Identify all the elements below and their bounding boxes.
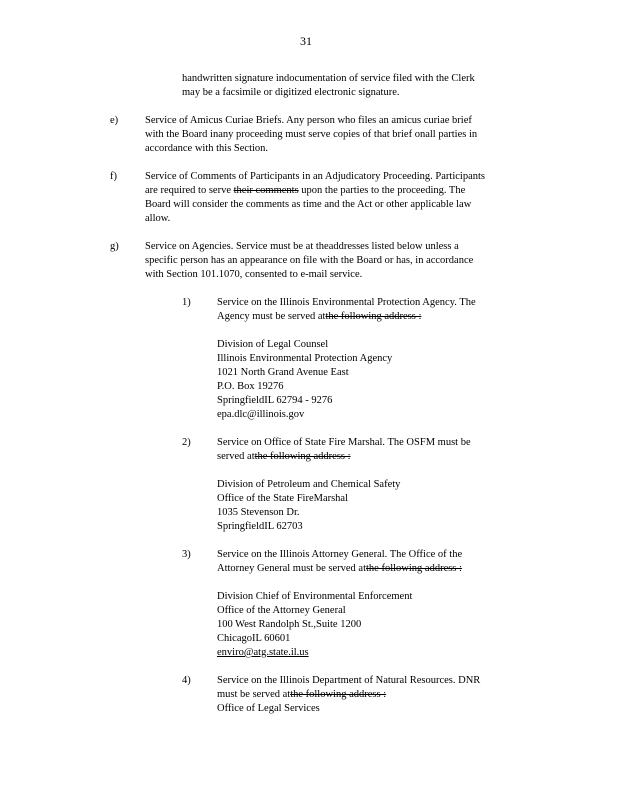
sub-3-email-link[interactable]: enviro@atg.state.il.us [217,647,309,658]
intro-line-2: may be a facsimile or digitized electronic signature. [182,87,400,98]
sub-2-address-3: 1035 Stevenson Dr. [217,507,300,518]
sub-4-address-1: Office of Legal Services [217,703,320,714]
sub-1-address-3: 1021 North Grand Avenue East [217,367,349,378]
sub-1-email: epa.dlc@illinois.gov [217,409,305,420]
item-g-line-3: with Section 101.1070, consented to e-mail service. [145,269,363,280]
sub-3-label: 3) [182,549,191,560]
intro-line-1: handwritten signature indocumentation of service filed with the Clerk [182,73,475,84]
sub-1-line-1: Service on the Illinois Environmental Protection Agency. The [217,297,476,308]
sub-2-line-2a: served at [217,451,255,462]
sub-1-address-1: Division of Legal Counsel [217,339,329,350]
sub-3-address-3: 100 West Randolph St.,Suite 1200 [217,619,362,630]
item-f-line-4: allow. [145,213,171,224]
item-e-line-1: Service of Amicus Curiae Briefs. Any person who files an amicus curiae brief [145,115,472,126]
item-f-struck-text: their comments [233,185,299,196]
item-f-label: f) [110,171,117,182]
sub-3-line-1: Service on the Illinois Attorney General. The Office of the [217,549,463,560]
sub-2-label: 2) [182,437,191,448]
item-g-line-2: specific person has an appearance on file with the Board or has, in accordance [145,255,474,266]
sub-3-line-2a: Attorney General must be served at [217,563,366,574]
item-f-line-2b: upon the parties to the proceeding. The [298,185,466,196]
sub-1-struck-text: the following address : [325,311,422,322]
item-e-label: e) [110,115,119,126]
sub-4-line-2a: must be served at [217,689,291,700]
sub-2-address-2: Office of the State FireMarshal [217,493,349,504]
sub-3-address-2: Office of the Attorney General [217,605,346,616]
item-e-line-3: accordance with this Section. [145,143,269,154]
sub-2-address-4: SpringfieldIL 62703 [217,521,303,532]
sub-4-line-1: Service on the Illinois Department of Natural Resources. DNR [217,675,481,686]
item-g-line-1: Service on Agencies. Service must be at theaddresses listed below unless a [145,241,459,252]
item-f-line-2a: are required to serve [145,185,234,196]
sub-1-address-2: Illinois Environmental Protection Agency [217,353,393,364]
sub-2-struck-text: the following address : [254,451,351,462]
sub-1-label: 1) [182,297,191,308]
sub-1-address-4: P.O. Box 19276 [217,381,284,392]
sub-3-address-4: ChicagoIL 60601 [217,633,291,644]
sub-4-label: 4) [182,675,191,686]
sub-1-line-2a: Agency must be served at [217,311,326,322]
sub-3-line-2 [217,562,462,576]
sub-1-line-2 [217,310,421,324]
sub-3-address-1: Division Chief of Environmental Enforcement [217,591,413,602]
item-g-label: g) [110,241,119,252]
item-f-line-1: Service of Comments of Participants in an Adjudicatory Proceeding. Participants [145,171,486,182]
sub-4-line-2 [217,688,386,702]
item-e-line-2: with the Board inany proceeding must serve copies of that brief onall parties in [145,129,478,140]
sub-3-struck-text: the following address : [366,563,462,574]
sub-1-address-5: SpringfieldIL 62794 - 9276 [217,395,333,406]
sub-2-line-1: Service on Office of State Fire Marshal. The OSFM must be [217,437,471,448]
sub-2-address-1: Division of Petroleum and Chemical Safety [217,479,401,490]
page-number: 31 [300,34,312,48]
sub-4-struck-text: the following address : [290,689,387,700]
item-f-line-3: Board will consider the comments as time and the Act or other applicable law [145,199,472,210]
sub-2-line-2 [217,450,351,464]
item-f-line-2 [145,184,465,198]
